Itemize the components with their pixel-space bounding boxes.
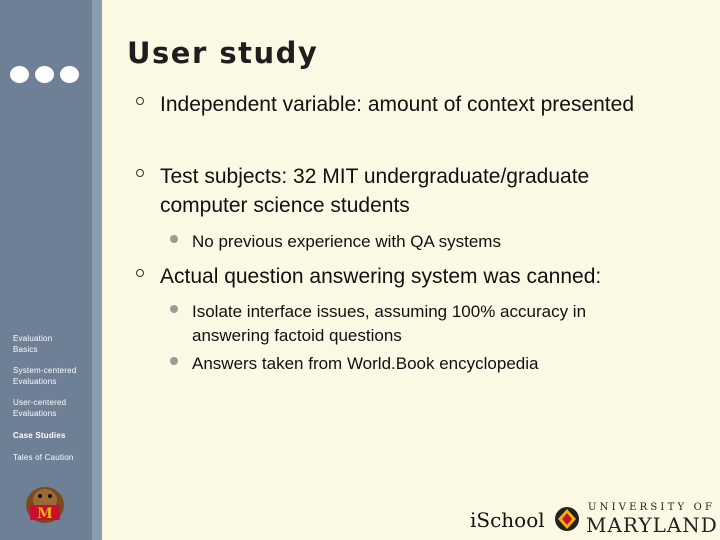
maryland-seal-icon [554, 506, 580, 532]
nav-item-line: System-centered [13, 366, 77, 375]
ischool-wordmark: iSchool [470, 508, 545, 532]
university-of-label: UNIVERSITY OF [588, 502, 716, 513]
sub-bullet-text: Answers taken from World.Book encyclopedia [192, 354, 539, 373]
nav-item-line: Evaluation [13, 334, 53, 343]
bullet-text: Test subjects: 32 MIT undergraduate/graduate computer science students [160, 165, 590, 217]
nav-item-line: Case Studies [13, 431, 66, 440]
dot-icon [10, 66, 29, 83]
sub-bullet-text: No previous experience with QA systems [192, 232, 501, 251]
bullet-text: Actual question answering system was canned: [160, 265, 602, 288]
dot-icon [35, 66, 54, 83]
ring-bullet-icon [136, 269, 144, 277]
bullet-text: Independent variable: amount of context presented [160, 93, 634, 116]
dot-bullet-icon [170, 235, 178, 243]
logo-letter: M [37, 506, 53, 522]
sidebar-edge [92, 0, 102, 540]
nav-item-line: Evaluations [13, 409, 57, 418]
nav-item-user-centered[interactable] [13, 397, 66, 419]
sub-bullet-text: Isolate interface issues, assuming 100% accuracy in answering factoid questions [192, 302, 587, 345]
dot-bullet-icon [170, 357, 178, 365]
slide-title: User study [127, 36, 319, 70]
dot-icon [60, 66, 79, 83]
sidebar [0, 0, 102, 540]
nav-item-evaluation-basics[interactable] [13, 333, 52, 355]
nav-item-line: Basics [13, 345, 38, 354]
maryland-wordmark: MARYLAND [586, 513, 718, 537]
nav-item-tales-of-caution[interactable] [13, 452, 74, 463]
nav-item-line: User-centered [13, 398, 67, 407]
dot-bullet-icon [170, 305, 178, 313]
ring-bullet-icon [136, 169, 144, 177]
nav-item-line: Tales of Caution [13, 453, 74, 462]
nav-item-line: Evaluations [13, 377, 57, 386]
nav-item-system-centered[interactable] [13, 365, 76, 387]
terrapin-logo [22, 480, 68, 526]
nav-item-case-studies[interactable] [13, 430, 66, 441]
ring-bullet-icon [136, 97, 144, 105]
